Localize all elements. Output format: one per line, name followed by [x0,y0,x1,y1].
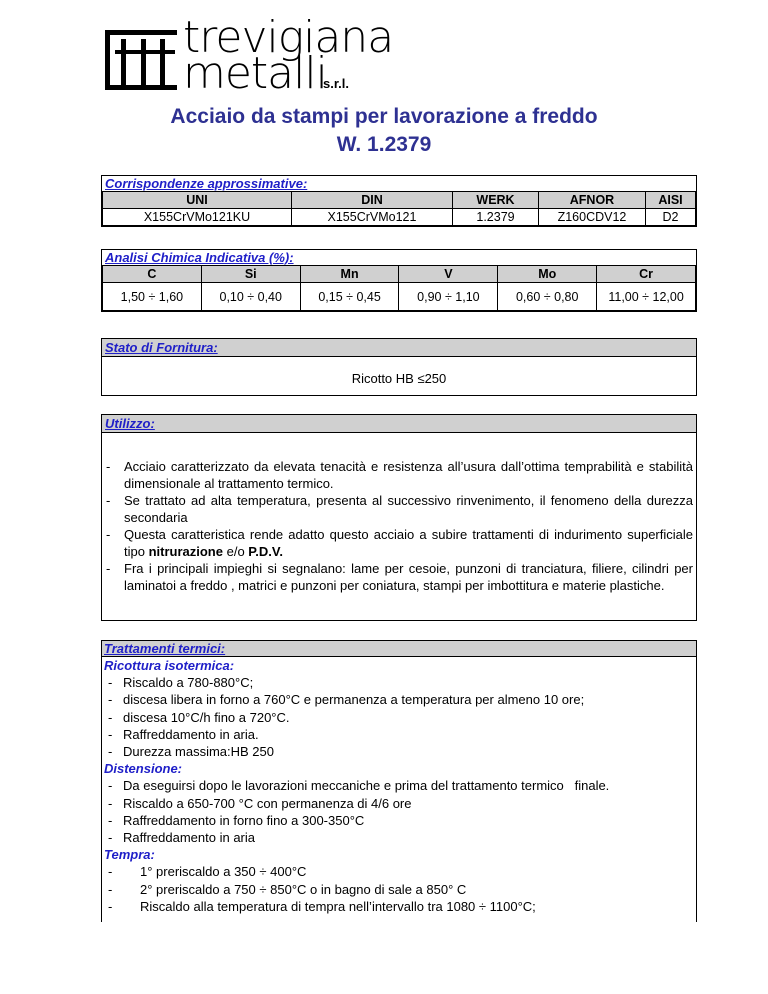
list-item: - Fra i principali impieghi si segnalano: lame per cesoie, punzoni di tranciatura, filiere, cilindri per laminatoi a freddo , matrici e punzoni per coniatura, stampi per imbottitura e materie plastiche. [106,561,693,593]
logo-word-trevigiana: trevigiana [183,12,394,63]
header-c: C [103,266,202,283]
list-item: - Acciaio caratterizzato da elevata tenacità e resistenza all’usura dall’ottima temprabilità e stabilità dimensionale al trattamento termico. [106,459,693,491]
list-item: - Da eseguirsi dopo le lavorazioni meccaniche e prima del trattamento termico finale. [108,778,610,794]
logo-suffix: s.r.l. [323,76,350,91]
trattamenti-section [101,640,697,922]
value-mo: 0,60 ÷ 0,80 [498,283,597,311]
header-werk: WERK [453,192,539,209]
tempra-title: Tempra: [104,847,155,863]
utilizzo-section [101,414,697,621]
document-title: Acciaio da stampi per lavorazione a freddo [170,105,598,128]
list-item: - discesa 10°C/h fino a 720°C. [108,709,290,725]
header-afnor: AFNOR [539,192,646,209]
value-werk: 1.2379 [453,209,539,226]
ricottura-list [102,674,696,760]
value-afnor: Z160CDV12 [539,209,646,226]
utilizzo-heading: Utilizzo: [102,415,696,433]
fornitura-heading: Stato di Fornitura: [102,339,696,357]
value-v: 0,90 ÷ 1,10 [399,283,498,311]
header-si: Si [201,266,300,283]
value-c: 1,50 ÷ 1,60 [103,283,202,311]
value-si: 0,10 ÷ 0,40 [201,283,300,311]
logo-mark-icon [105,30,177,90]
list-item: - Raffreddamento in aria [108,830,256,846]
fornitura-value: Ricotto HB ≤250 [351,371,447,386]
table-header-row [103,192,696,209]
list-item: - discesa libera in forno a 760°C e permanenza a temperatura per almeno 10 ore; [108,692,585,708]
analisi-section [101,249,697,312]
list-item: - Riscaldo a 650-700 °C con permanenza di 4/6 ore [108,795,412,811]
list-item: - 1° preriscaldo a 350 ÷ 400°C [108,864,307,880]
list-item: - Se trattato ad alta temperatura, presenta al successivo rinvenimento, il fenomeno della durezza secondaria [106,493,693,525]
table-header-row [103,266,696,283]
value-aisi: D2 [646,209,696,226]
tempra-list [102,863,696,915]
list-item: - Durezza massima:HB 250 [108,744,274,760]
header-mo: Mo [498,266,597,283]
value-din: X155CrVMo121 [292,209,453,226]
value-cr: 11,00 ÷ 12,00 [597,283,696,311]
table-row [103,209,696,226]
corrispondenze-heading: Corrispondenze approssimative: [102,176,696,191]
analisi-heading: Analisi Chimica Indicativa (%): [102,250,696,265]
list-item: - Riscaldo a 780-880°C; [108,675,254,691]
trattamenti-body [102,657,696,915]
value-mn: 0,15 ÷ 0,45 [300,283,399,311]
distensione-title: Distensione: [104,761,183,777]
header-cr: Cr [597,266,696,283]
header-aisi: AISI [646,192,696,209]
trattamenti-heading: Trattamenti termici: [102,641,696,657]
company-logo [105,12,395,99]
value-uni: X155CrVMo121KU [103,209,292,226]
table-row [103,283,696,311]
logo-word-metalli: metalli [183,48,327,99]
header-din: DIN [292,192,453,209]
document-subtitle: W. 1.2379 [336,133,432,156]
corrispondenze-section [101,175,697,227]
analisi-table [102,265,696,311]
distensione-list [102,777,696,846]
fornitura-section [101,338,697,396]
list-item: - Riscaldo alla temperatura di tempra nell’intervallo tra 1080 ÷ 1100°C; [108,898,536,914]
list-item: - 2° preriscaldo a 750 ÷ 850°C o in bagno di sale a 850° C [108,881,467,897]
ricottura-title: Ricottura isotermica: [104,658,235,673]
header-uni: UNI [103,192,292,209]
list-item: - Questa caratteristica rende adatto questo acciaio a subire trattamenti di indurimento superficiale tipo nitrurazione e/o P.D.V. [106,527,693,559]
corrispondenze-table [102,191,696,226]
list-item: - Raffreddamento in aria. [108,726,259,742]
list-item: - Raffreddamento in forno fino a 300-350°C [108,812,365,828]
header-v: V [399,266,498,283]
header-mn: Mn [300,266,399,283]
utilizzo-list [102,458,696,594]
